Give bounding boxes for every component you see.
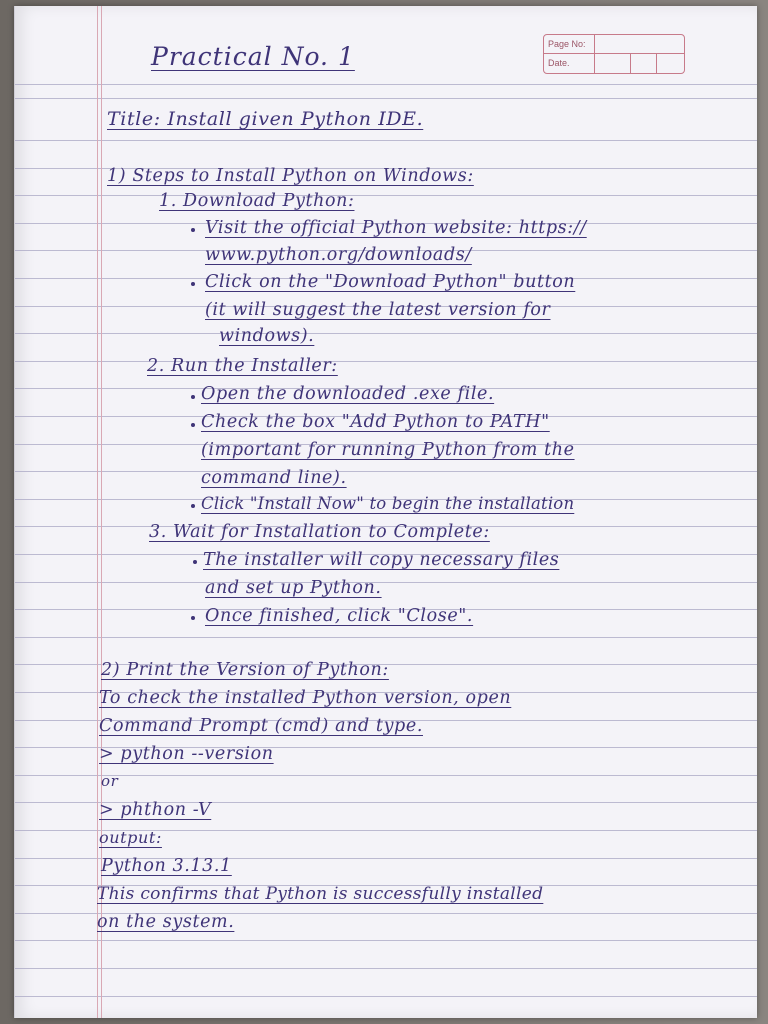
page-no-label: Page No: xyxy=(548,39,586,49)
step1-bullet1-line1: Visit the official Python website: https:// xyxy=(205,218,587,238)
practical-title: Practical No. 1 xyxy=(151,42,355,71)
ruled-line xyxy=(15,98,757,99)
step1-bullet2-line1: Click on the "Download Python" button xyxy=(205,272,576,292)
bullet-dot xyxy=(191,616,195,620)
date-label: Date. xyxy=(548,58,570,68)
step1-bullet2-line2: (it will suggest the latest version for xyxy=(205,300,551,320)
bullet-dot xyxy=(193,560,197,564)
page-date-box xyxy=(543,34,685,74)
bullet-dot xyxy=(191,228,195,232)
bullet-dot xyxy=(191,504,195,508)
conclusion-line1: This confirms that Python is successfully installed xyxy=(97,884,544,904)
step1-bullet1-line2: www.python.org/downloads/ xyxy=(205,245,472,265)
ruled-line xyxy=(15,968,757,969)
margin-line xyxy=(97,6,98,1018)
step2-bullet1: Open the downloaded .exe file. xyxy=(201,384,495,404)
step3-heading: 3. Wait for Installation to Complete: xyxy=(149,522,490,542)
step3-bullet1-line1: The installer will copy necessary files xyxy=(203,550,560,570)
step3-bullet2: Once finished, click "Close". xyxy=(205,606,474,626)
ruled-line xyxy=(15,940,757,941)
ruled-line xyxy=(15,775,757,776)
step2-bullet3: Click "Install Now" to begin the installation xyxy=(201,494,575,513)
section2-line2: Command Prompt (cmd) and type. xyxy=(99,716,423,736)
ruled-line xyxy=(15,140,757,141)
ruled-line xyxy=(15,471,757,472)
title-line: Title: Install given Python IDE. xyxy=(107,108,424,130)
ruled-line xyxy=(15,195,757,196)
output-value: Python 3.13.1 xyxy=(101,856,232,876)
output-label: output: xyxy=(99,828,162,847)
command-python-v: > phthon -V xyxy=(99,800,212,820)
command-python-version: > python --version xyxy=(99,744,274,764)
notebook-page xyxy=(14,6,757,1018)
ruled-line xyxy=(15,996,757,997)
step1-heading: 1. Download Python: xyxy=(159,191,355,211)
section2-heading: 2) Print the Version of Python: xyxy=(101,660,389,680)
step2-heading: 2. Run the Installer: xyxy=(147,356,338,376)
conclusion-line2: on the system. xyxy=(97,912,235,932)
bullet-dot xyxy=(191,423,195,427)
step3-bullet1-line2: and set up Python. xyxy=(205,578,382,598)
section1-heading: 1) Steps to Install Python on Windows: xyxy=(107,166,474,186)
ruled-line xyxy=(15,361,757,362)
bullet-dot xyxy=(191,395,195,399)
ruled-line xyxy=(15,333,757,334)
step2-bullet2-line2: (important for running Python from the xyxy=(201,440,575,460)
section2-line1: To check the installed Python version, open xyxy=(99,688,512,708)
step2-bullet2-line3: command line). xyxy=(201,468,347,488)
bullet-dot xyxy=(191,282,195,286)
or-text: or xyxy=(101,772,119,790)
ruled-line xyxy=(15,84,757,85)
step2-bullet2-line1: Check the box "Add Python to PATH" xyxy=(201,412,550,432)
ruled-line xyxy=(15,582,757,583)
step1-bullet2-line3: windows). xyxy=(219,326,315,346)
ruled-line xyxy=(15,637,757,638)
